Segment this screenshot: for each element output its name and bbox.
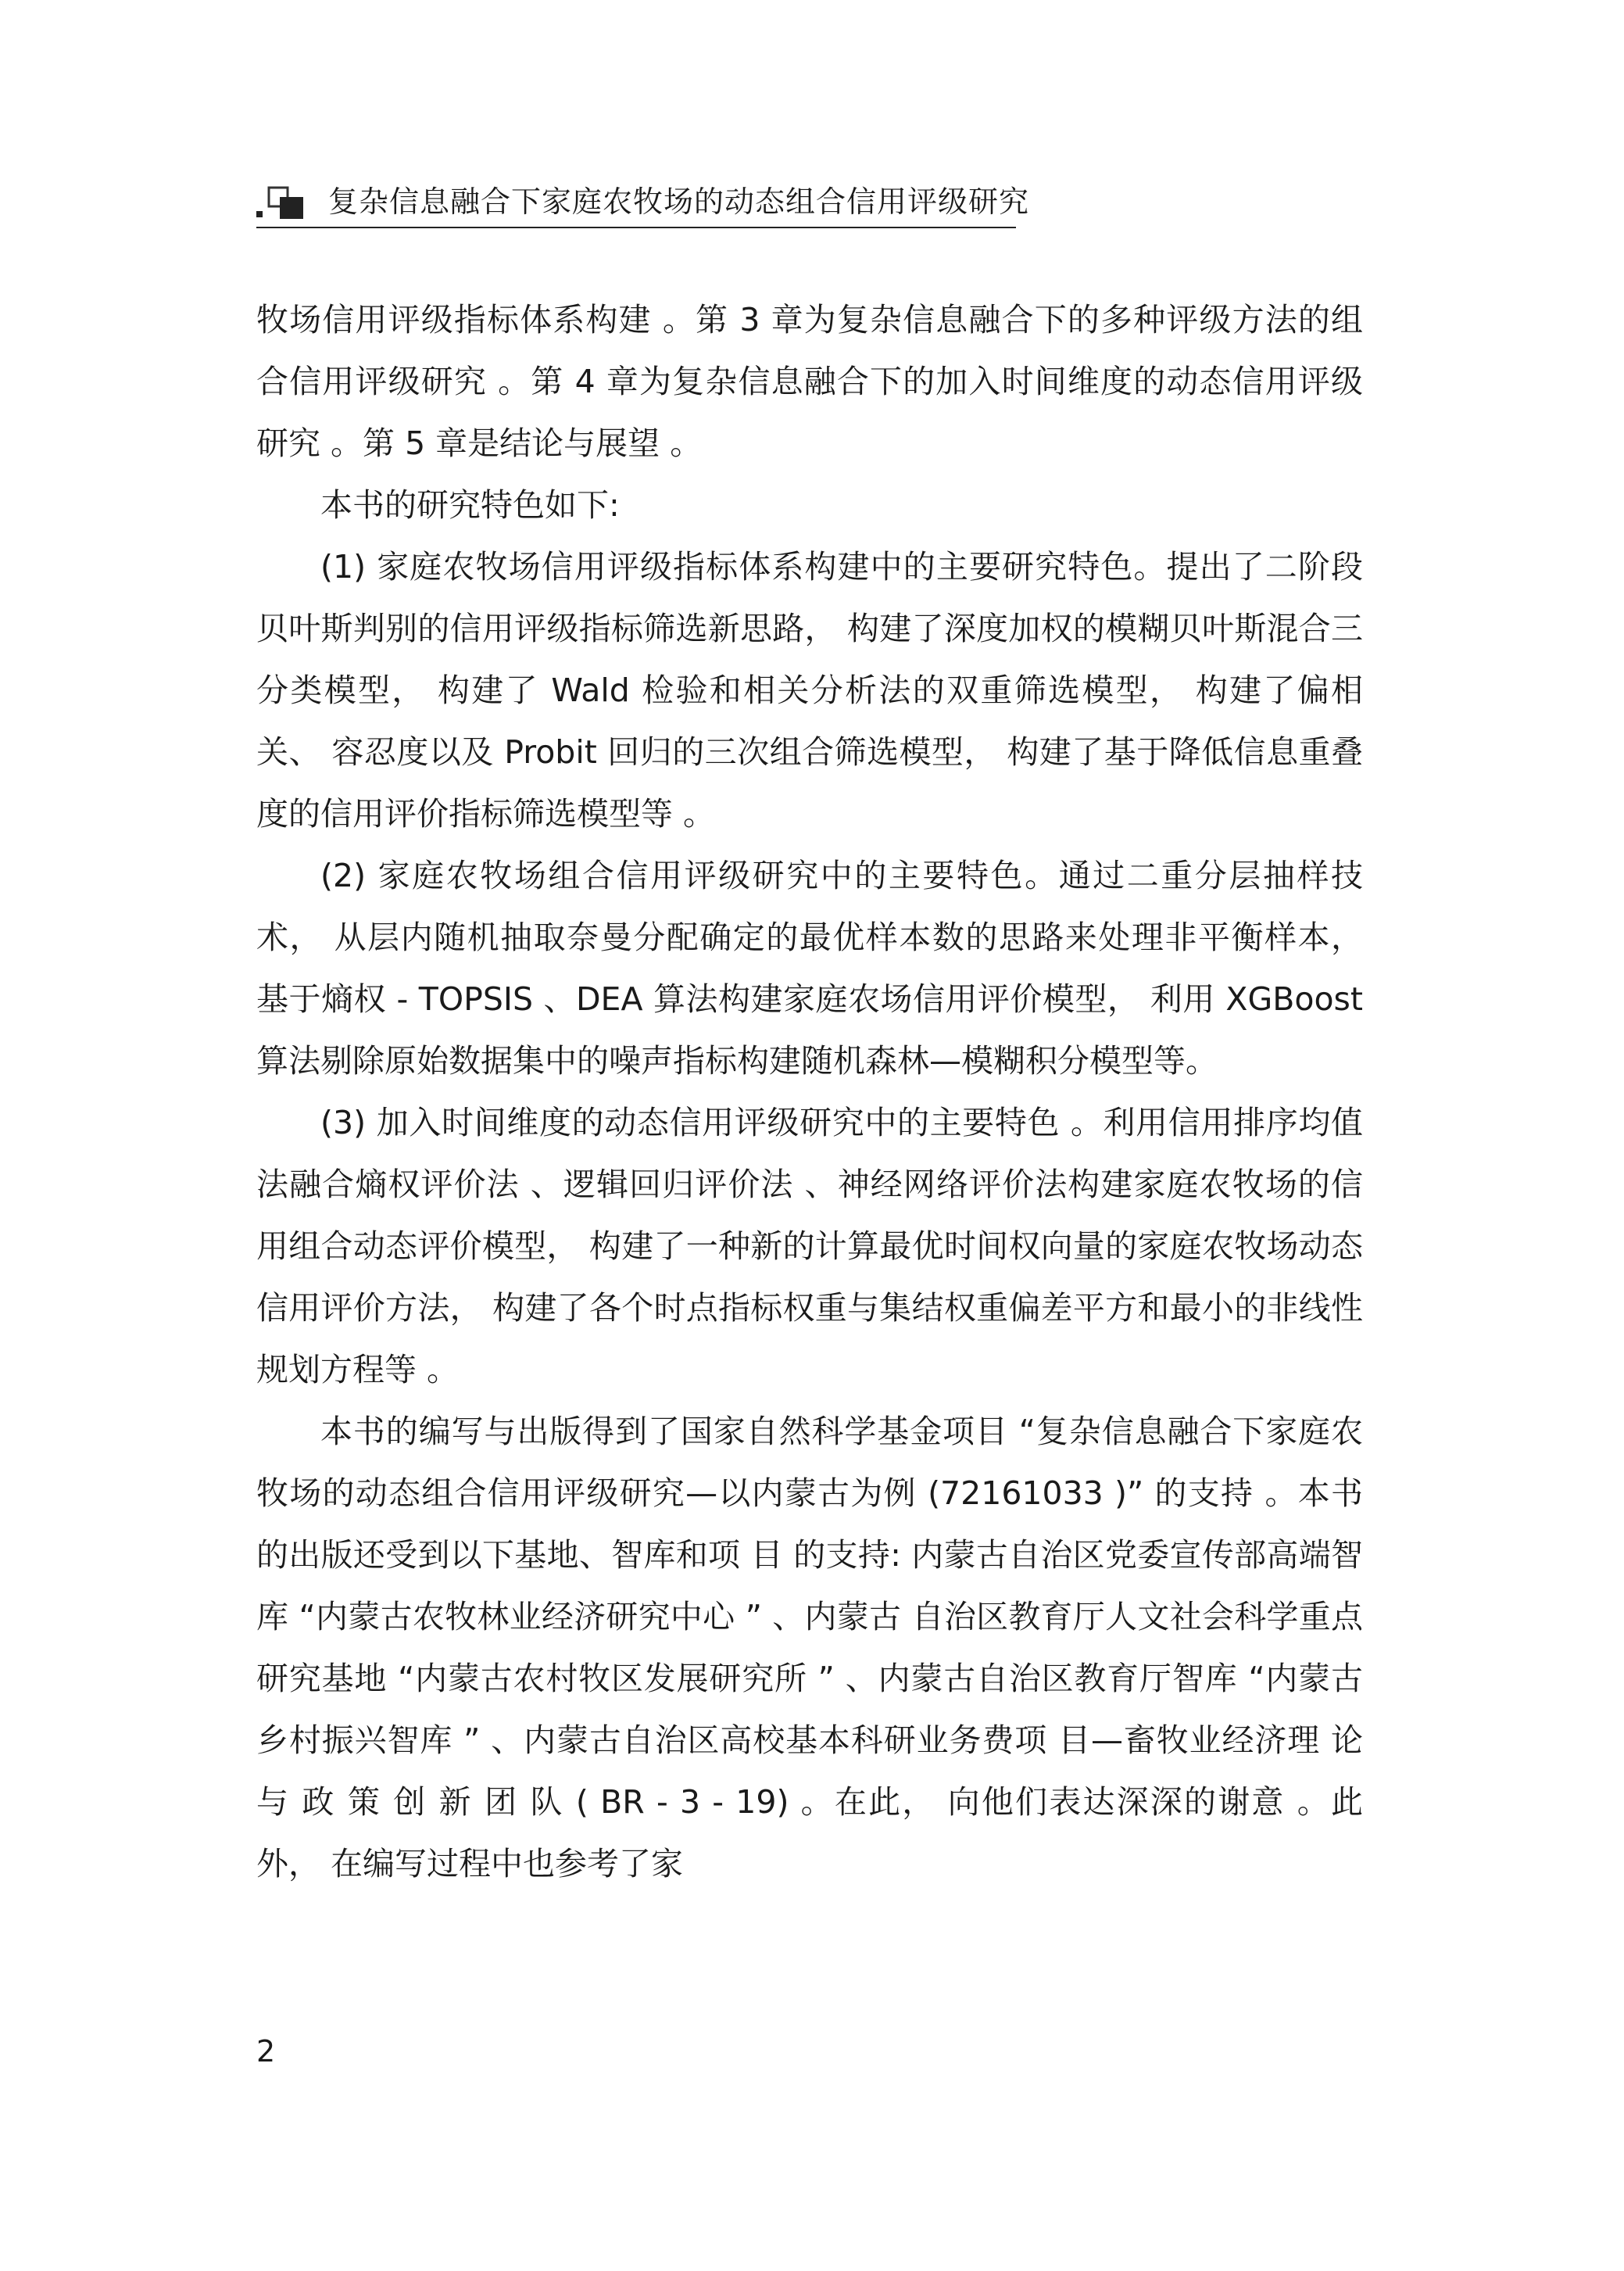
paragraph-4: (2) 家庭农牧场组合信用评级研究中的主要特色。通过二重分层抽样技术， 从层内随机抽取奈曼分配确定的最优样本数的思路来处理非平衡样本， 基于熵权 - TOPSIS 、DEA 算法构建家庭农场信用评价模型， 利用 XGBoost 算法剔除原始数据集中的噪声指标构建随机森林—模糊积分模型等。: [256, 857, 1363, 1080]
running-header: [256, 181, 1030, 228]
body-text: [256, 289, 1363, 1895]
paragraph-5: (3) 加入时间维度的动态信用评级研究中的主要特色 。利用信用排序均值法融合熵权评价法 、逻辑回归评价法 、神经网络评价法构建家庭农牧场的信用组合动态评价模型， 构建了一种新的计算最优时间权向量的家庭农牧场动态信用评价方法， 构建了各个时点指标权重与集结权重偏差平方和最小的非线性规划方程等 。: [256, 1104, 1363, 1388]
paragraph-3: (1) 家庭农牧场信用评级指标体系构建中的主要研究特色。提出了二阶段贝叶斯判别的信用评级指标筛选新思路， 构建了深度加权的模糊贝叶斯混合三分类模型， 构建了 Wald 检验和相关分析法的双重筛选模型， 构建了偏相关、 容忍度以及 Probit 回归的三次组合筛选模型， 构建了基于降低信息重叠度的信用评价指标筛选模型等 。: [256, 548, 1363, 833]
paragraph-1: 牧场信用评级指标体系构建 。第 3 章为复杂信息融合下的多种评级方法的组合信用评级研究 。第 4 章为复杂信息融合下的加入时间维度的动态信用评级研究 。第 5 章是结论与展望 。: [256, 301, 1363, 462]
header-title: 复杂信息融合下家庭农牧场的动态组合信用评级研究: [328, 184, 1030, 219]
paragraph-6: 本书的编写与出版得到了国家自然科学基金项目 “复杂信息融合下家庭农牧场的动态组合信用评级研究—以内蒙古为例 (72161033 )” 的支持 。本书的出版还受到以下基地、智库和项 目 的支持: 内蒙古自治区党委宣传部高端智库 “内蒙古农牧林业经济研究中心 ” 、内蒙古 自治区教育厅人文社会科学重点研究基地 “内蒙古农村牧区发展研究所 ” 、内蒙古自治区教育厅智库 “内蒙古乡村振兴智库 ” 、内蒙古自治区高校基本科研业务费项 目—畜牧业经济理 论 与 政 策 创 新 团 队 ( BR - 3 - 19) 。在此， 向他们表达深深的谢意 。此外， 在编写过程中也参考了家: [256, 1413, 1363, 1882]
overlapping-squares-icon: [256, 184, 324, 222]
page-number: 2: [256, 2034, 276, 2069]
paragraph-2: 本书的研究特色如下:: [320, 486, 620, 524]
